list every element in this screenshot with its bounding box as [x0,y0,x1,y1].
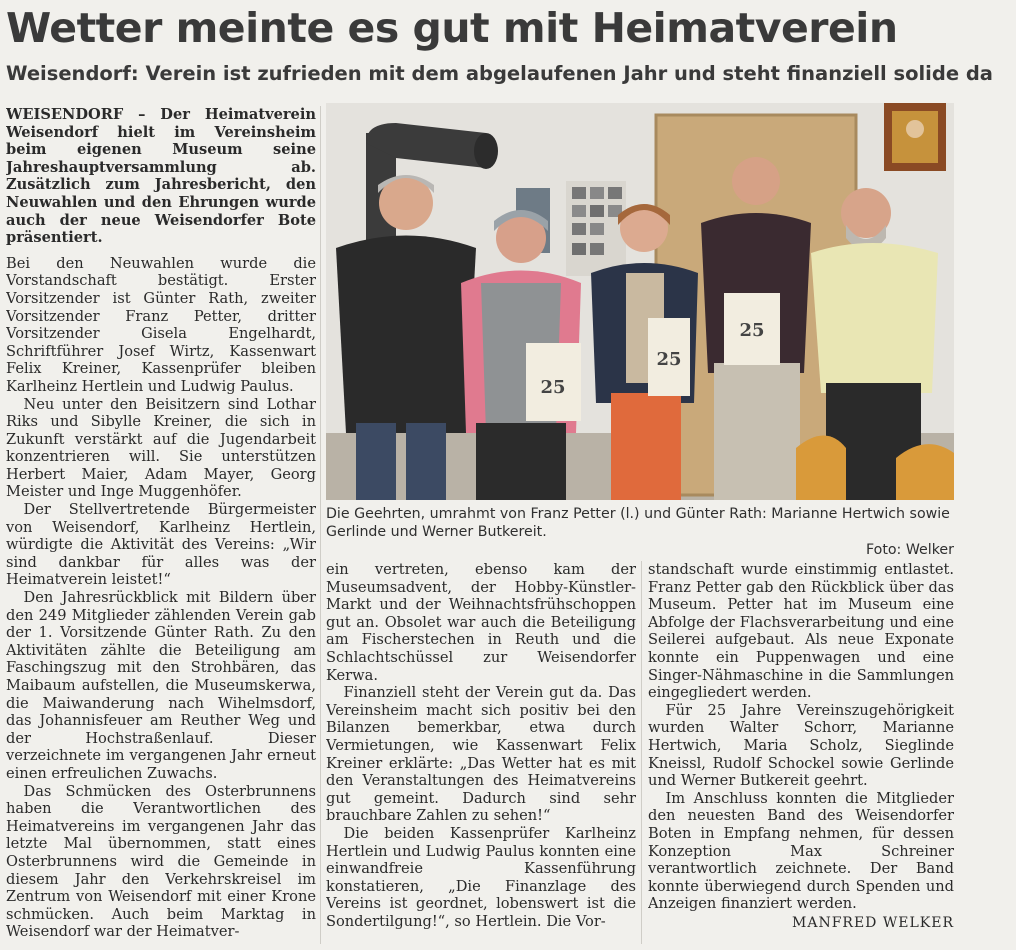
lead-text: – Der Heimatverein Weisendorf hielt im Vereinsheim beim eigenen Museum seine Jahreshauptversammlung ab. Zusätzlich zum Jahresbericht, den Neuwahlen und den Ehrungen wurde auch der neue Weisendorfer Bote präsentiert. [6,106,316,247]
body-paragraph: Neu unter den Beisitzern sind Lothar Riks und Sibylle Kreiner, die sich in Zukunft verstärkt auf die Jugendarbeit konzentrieren will. Sie unterstützen Herbert Maier, Adam Mayer, Georg Meister und Inge Muggenhöfer. [6,395,316,501]
body-paragraph: Für 25 Jahre Vereinszugehörigkeit wurden Walter Schorr, Marianne Hertwich, Maria Scholz, Sieglinde Kneissl, Rudolf Schockel sowie Gerlinde und Werner Butkereit geehrt. [648,701,954,790]
photo-credit: Foto: Welker [865,542,954,558]
article-column-3 [648,561,954,944]
photo-caption [326,505,954,559]
article-column-2 [326,561,636,944]
body-paragraph: Bei den Neuwahlen wurde die Vorstandschaft bestätigt. Erster Vorsitzender ist Günter Rath, zweiter Vorsitzender Franz Petter, dritter Vorsitzender Gisela Engelhardt, Schriftführer Josef Wirtz, Kassenwart Felix Kreiner, Kassenprüfer bleiben Karlheinz Hertlein und Ludwig Paulus. [6,254,316,395]
group-photo-illustration [326,103,954,500]
author-byline: MANFRED WELKER [792,914,954,931]
body-paragraph: Das Schmücken des Osterbrunnens haben die Verantwortlichen des Heimatvereins im vergangenen Jahr das letzte Mal übernommen, statt eines Osterbrunnens wird die Gemeinde in diesem Jahr den Verkehrskreisel im Zentrum von Weisendorf mit einer Krone schmücken. Auch beim Marktag in Weisendorf war der Heimatver- [6,782,316,941]
body-paragraph: ein vertreten, ebenso kam der Museumsadvent, der Hobby-Künstler-Markt und der Weihnachtsfrühschoppen gut an. Obsolet war auch die Beteiligung am Fischerstechen in Reuth und die Schlachtschüssel zur Weisendorfer Kerwa. [326,561,636,684]
body-paragraph: standschaft wurde einstimmig entlastet. Franz Petter gab den Rückblick über das Museum. Petter hat im Museum eine Abfolge der Flachsverarbeitung und eine Seilerei aufgebaut. Als neue Exponate konnte ein Puppenwagen und eine Singer-Nähmaschine in die Sammlungen eingegliedert werden. [648,561,954,702]
body-paragraph: Im Anschluss konnten die Mitglieder den neuesten Band des Weisendorfer Boten in Empfang nehmen, für dessen Konzeption Max Schreiner verantwortlich zeichnete. Der Band konnte überwiegend durch Spenden und Anzeigen finanziert werden. [648,789,954,913]
article-photo [326,103,954,500]
column-rule-1 [320,106,321,944]
body-paragraph: Die beiden Kassenprüfer Karlheinz Hertlein und Ludwig Paulus konnten eine einwandfreie Kassenführung konstatieren, „Die Finanzlage des Vereins ist geordnet, lobenswert ist die Sondertilgung!“, so Hertlein. Die Vor- [326,824,636,930]
lead-paragraph [6,106,316,247]
dateline: WEISENDORF [6,106,124,123]
certificate-number: 25 [656,349,682,370]
column-rule-2 [641,561,642,944]
body-paragraph: Den Jahresrückblick mit Bildern über den 249 Mitglieder zählenden Verein gab der 1. Vorsitzende Günter Rath. Zu den Aktivitäten zählte die Beteiligung am Faschingszug mit den Strohbären, das Maibaum aufstellen, die Museumskerwa, die Maiwanderung nach Wihelmsdorf, das Johannisfeuer am Reuther Weg und der Hochstraßenlauf. Dieser verzeichnete im vergangenen Jahr erneut einen erfreulichen Zuwachs. [6,589,316,782]
article-column-1 [6,106,316,944]
certificate-number: 25 [739,320,765,341]
caption-text: Die Geehrten, umrahmt von Franz Petter (l.) und Günter Rath: Marianne Hertwich sowie Gerlinde und Werner Butkereit. [326,506,950,540]
body-paragraph: Der Stellvertretende Bürgermeister von Weisendorf, Karlheinz Hertlein, würdigte die Aktivität des Vereins: „Wir sind dankbar für alles was der Heimatverein leistet!“ [6,501,316,589]
subheadline: Weisendorf: Verein ist zufrieden mit dem abgelaufenen Jahr und steht finanziell solide da [6,62,993,85]
headline: Wetter meinte es gut mit Heimatverein [6,4,898,52]
chair [796,436,846,501]
certificate-number: 25 [540,377,566,398]
body-paragraph: Finanziell steht der Verein gut da. Das Vereinsheim macht sich positiv bei den Bilanzen bemerkbar, etwa durch Vermietungen, wie Kassenwart Felix Kreiner erklärte: „Das Wetter hat es mit den Veranstaltungen des Heimatvereins gut gemeint. Dadurch sind sehr brauchbare Zahlen zu sehen!“ [326,684,636,825]
